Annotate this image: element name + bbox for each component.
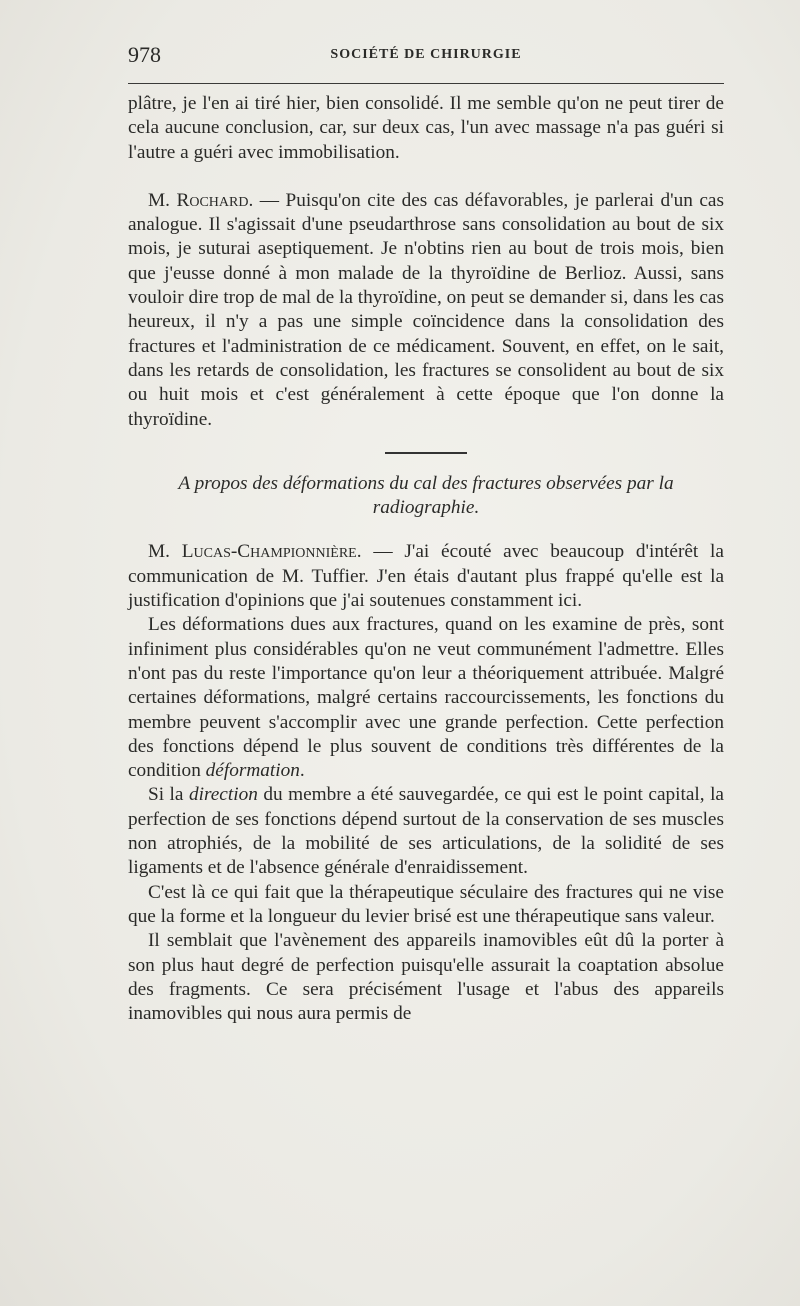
- page-header: [128, 42, 724, 72]
- speaker-prefix: M.: [148, 541, 182, 563]
- speaker-name: Lucas-Championnière: [181, 541, 357, 563]
- paragraph-end: .: [299, 760, 305, 782]
- header-rule: [128, 83, 724, 84]
- paragraph-deformations: [128, 613, 724, 783]
- running-head: SOCIÉTÉ DE CHIRURGIE: [330, 47, 522, 62]
- section-divider: [385, 452, 467, 454]
- paragraph-text: . — J'ai écouté avec beaucoup d'intérêt la communication de M. Tuffier. J'en étais d'autant plus frappé qu'elle est la justification d'opinions que j'ai soutenues constamment ici.: [128, 541, 724, 612]
- speaker-prefix: M.: [148, 189, 177, 211]
- paragraph-text: du membre a été sauvegardée, ce qui est le point capital, la perfection de ses fonctions dépend surtout de la conservation de ses muscles non atrophiés, de la mobilité de ses articulations, de la solidité de ses ligaments et de l'absence générale d'enraidissement.: [128, 784, 724, 879]
- paragraph-text: . — Puisqu'on cite des cas défavorables, je parlerai d'un cas analogue. Il s'agissait d'une pseudarthrose sans consolidation au bout de six mois, je suturai aseptiquement. Je n'obtins rien au bout de trois mois, bien que j'eusse donné à mon malade de la thyroïdine de Berlioz. Aussi, sans vouloir dire trop de mal de la thyroïdine, on peut se demander si, dans les cas heureux, il n'y a pas une simple coïncidence dans la consolidation des fractures et l'administration de ce médicament. Souvent, en effet, on le sait, dans les retards de consolidation, les fractures se consolident au bout de six ou huit mois et c'est généralement à cette époque que l'on donne la thyroïdine.: [128, 189, 724, 430]
- paragraph-lucas: [128, 540, 724, 613]
- paragraph-therapeutique: [128, 881, 724, 930]
- paragraph-rochard: [128, 189, 724, 432]
- paragraph-direction: [128, 783, 724, 880]
- section-title: A propos des déformations du cal des fractures observées par la radiographie.: [178, 472, 674, 519]
- paragraph-text: Il semblait que l'avènement des appareils inamovibles eût dû la porter à son plus haut degré de perfection puisqu'elle assurait la coaptation absolue des fragments. Ce sera précisément l'usage et l'abus des appareils inamovibles qui nous aura permis de: [128, 930, 724, 1025]
- italic-term: direction: [188, 784, 258, 806]
- paragraph-text: Les déformations dues aux fractures, quand on les examine de près, sont infiniment plus considérables qu'on ne veut communément l'admettre. Elles n'ont pas du reste l'importance qu'on leur a théoriquement attribuée. Malgré certaines déformations, malgré certains raccourcissements, les fonctions du membre peuvent s'accomplir avec une grande perfection. Cette perfection des fonctions dépend le plus souvent de conditions très différentes de la condition: [128, 614, 724, 782]
- paragraph-gap: [128, 165, 724, 189]
- paragraph-text: plâtre, je l'en ai tiré hier, bien consolidé. Il me semble qu'on ne peut tirer de cela aucune conclusion, car, sur deux cas, l'un avec massage n'a pas guéri si l'autre a guéri avec immobilisation.: [128, 93, 724, 163]
- paragraph-appareils: [128, 929, 724, 1026]
- body-text: [128, 92, 724, 1026]
- paragraph-text: C'est là ce qui fait que la thérapeutique séculaire des fractures qui ne vise que la forme et la longueur du levier brisé est une thérapeutique sans valeur.: [128, 881, 724, 927]
- paragraph-continuation: [128, 92, 724, 165]
- italic-term: déformation: [205, 760, 300, 782]
- speaker-name: Rochard: [176, 189, 249, 211]
- paragraph-start: Si la: [148, 784, 189, 806]
- page-number: 978: [128, 42, 161, 67]
